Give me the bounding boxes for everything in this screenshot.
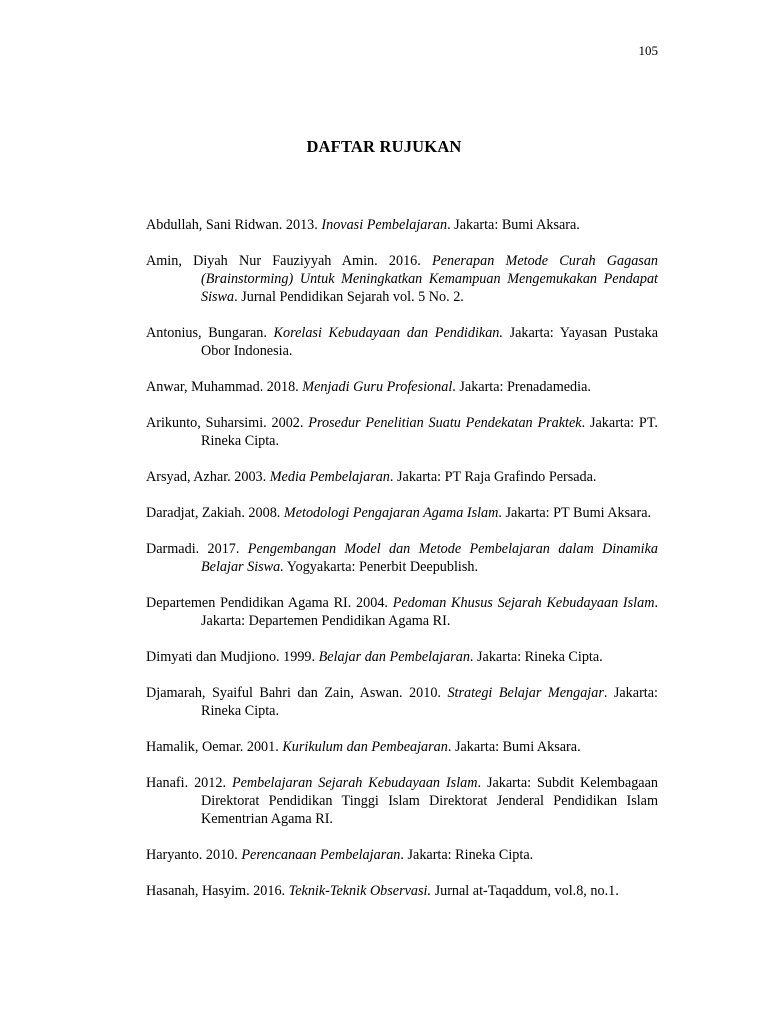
reference-publisher: . Jakarta: Rineka Cipta. bbox=[201, 685, 658, 719]
reference-title: Perencanaan Pembelajaran bbox=[241, 847, 401, 863]
reference-author-year: Abdullah, Sani Ridwan. 2013. bbox=[146, 217, 322, 233]
reference-author-year: Daradjat, Zakiah. 2008. bbox=[146, 505, 284, 521]
reference-title: Penerapan Metode Curah Gagasan (Brainstorming) Untuk Meningkatkan Kemampuan Mengemukakan Pendapat Siswa bbox=[201, 253, 659, 305]
reference-publisher: . Jakarta: PT Bumi Aksara. bbox=[498, 505, 652, 521]
reference-entry bbox=[146, 594, 658, 630]
reference-publisher: . Jakarta: Subdit Kelembagaan Direktorat Pendidikan Tinggi Islam Direktorat Jenderal Pendidikan Islam Kementrian Agama RI. bbox=[201, 775, 658, 827]
reference-title: Inovasi Pembelajaran bbox=[321, 217, 448, 233]
reference-title: Belajar dan Pembelajaran bbox=[318, 649, 470, 665]
reference-publisher: . Jakarta: PT Raja Grafindo Persada. bbox=[389, 469, 597, 485]
reference-entry bbox=[146, 738, 658, 756]
reference-title: Metodologi Pengajaran Agama Islam bbox=[283, 505, 499, 521]
reference-title: Teknik-Teknik Observasi. bbox=[288, 883, 432, 899]
reference-publisher: . Jakarta: Departemen Pendidikan Agama RI. bbox=[201, 595, 658, 629]
reference-author-year: Hasanah, Hasyim. 2016. bbox=[146, 883, 289, 899]
reference-author-year: Darmadi. 2017. bbox=[146, 541, 248, 557]
reference-entry bbox=[146, 378, 658, 396]
reference-entry bbox=[146, 216, 658, 234]
reference-author-year: Hamalik, Oemar. 2001. bbox=[146, 739, 283, 755]
reference-title: Kurikulum dan Pembeajaran bbox=[282, 739, 448, 755]
reference-entry bbox=[146, 468, 658, 486]
reference-author-year: Haryanto. 2010. bbox=[146, 847, 242, 863]
reference-title: Pengembangan Model dan Metode Pembelajaran dalam Dinamika Belajar Siswa. bbox=[201, 541, 658, 575]
reference-author-year: Arsyad, Azhar. 2003. bbox=[146, 469, 270, 485]
reference-publisher: . Jakarta: Bumi Aksara. bbox=[447, 217, 580, 233]
reference-title: Korelasi Kebudayaan dan Pendidikan. bbox=[273, 325, 503, 341]
reference-publisher: Yogyakarta: Penerbit Deepublish. bbox=[283, 559, 479, 575]
reference-author-year: Hanafi. 2012. bbox=[146, 775, 232, 791]
reference-entry bbox=[146, 648, 658, 666]
reference-publisher: Jurnal at-Taqaddum, vol.8, no.1. bbox=[431, 883, 619, 899]
reference-publisher: Jakarta: Yayasan Pustaka Obor Indonesia. bbox=[201, 325, 658, 359]
reference-title: Pedoman Khusus Sejarah Kebudayaan Islam bbox=[392, 595, 655, 611]
reference-publisher: . Jakarta: Bumi Aksara. bbox=[447, 739, 581, 755]
reference-publisher: . Jakarta: PT. Rineka Cipta. bbox=[201, 415, 658, 449]
reference-title: Pembelajaran Sejarah Kebudayaan Islam bbox=[231, 775, 478, 791]
reference-author-year: Departemen Pendidikan Agama RI. 2004. bbox=[146, 595, 393, 611]
reference-author-year: Antonius, Bungaran. bbox=[146, 325, 274, 341]
reference-entry bbox=[146, 774, 658, 828]
reference-entry bbox=[146, 324, 658, 360]
reference-author-year: Arikunto, Suharsimi. 2002. bbox=[146, 415, 309, 431]
reference-entry bbox=[146, 540, 658, 576]
reference-title: Menjadi Guru Profesional bbox=[302, 379, 453, 395]
reference-publisher: . Jakarta: Rineka Cipta. bbox=[400, 847, 534, 863]
reference-entry bbox=[146, 504, 658, 522]
reference-entry bbox=[146, 684, 658, 720]
reference-title: Strategi Belajar Mengajar bbox=[447, 685, 604, 701]
reference-publisher: . Jurnal Pendidikan Sejarah vol. 5 No. 2. bbox=[234, 289, 464, 305]
reference-publisher: . Jakarta: Rineka Cipta. bbox=[469, 649, 603, 665]
page-number: 105 bbox=[638, 43, 658, 58]
reference-title: Media Pembelajaran bbox=[269, 469, 390, 485]
reference-entry bbox=[146, 252, 658, 306]
reference-author-year: Amin, Diyah Nur Fauziyyah Amin. 2016. bbox=[146, 253, 433, 269]
reference-entry bbox=[146, 414, 658, 450]
reference-list bbox=[146, 216, 658, 918]
page-title: DAFTAR RUJUKAN bbox=[306, 137, 462, 156]
reference-title: Prosedur Penelitian Suatu Pendekatan Praktek bbox=[308, 415, 582, 431]
reference-entry bbox=[146, 882, 658, 900]
reference-author-year: Dimyati dan Mudjiono. 1999. bbox=[146, 649, 319, 665]
reference-publisher: . Jakarta: Prenadamedia. bbox=[452, 379, 591, 395]
reference-author-year: Anwar, Muhammad. 2018. bbox=[146, 379, 303, 395]
reference-author-year: Djamarah, Syaiful Bahri dan Zain, Aswan. 2010. bbox=[146, 685, 448, 701]
reference-entry bbox=[146, 846, 658, 864]
